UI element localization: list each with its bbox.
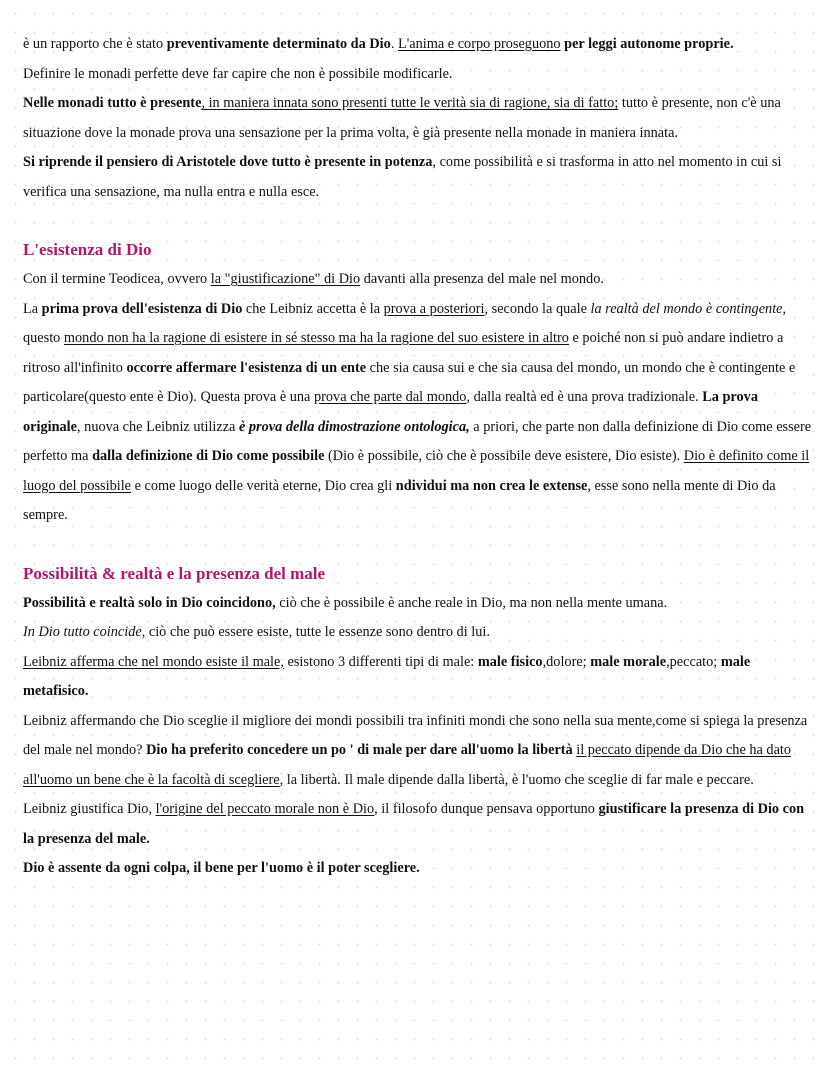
section1-paragraph-1 [23, 265, 813, 295]
text-run: esistono 3 differenti tipi di male: [283, 653, 478, 670]
bold-run: male morale [590, 653, 667, 670]
underlined-run: L'anima e corpo proseguono [397, 36, 561, 52]
section-spacer [23, 531, 813, 559]
text-run: Leibniz giustifica Dio, [23, 801, 156, 817]
text-run: , la libertà. Il male dipende dalla libertà, è l'uomo che sceglie di far male e peccare. [279, 771, 754, 788]
section2-paragraph-5 [23, 795, 813, 854]
section2-paragraph-1 [23, 589, 813, 619]
text-run: Con il termine Teodicea, ovvero [23, 271, 211, 287]
text-run: e come luogo delle verità eterne, Dio crea gli [131, 477, 396, 494]
underlined-run: Dio è definito come il luogo del possibile [23, 448, 810, 494]
text-run: , ciò che può essere esiste, tutte le essenze sono dentro di lui. [141, 624, 490, 640]
bold-run: Dio è assente da ogni colpa, il bene per l'uomo è il poter scegliere. [23, 860, 420, 876]
section1-paragraph-2 [23, 295, 813, 531]
bold-run: Nelle monadi tutto è presente [23, 95, 202, 111]
text-run: ,peccato; [666, 653, 721, 670]
section2-paragraph-2 [23, 618, 813, 648]
text-run: , come possibilità e si trasforma in atto nel momento in cui si verifica una sensazione, ma nulla entra e nulla esce. [23, 154, 782, 200]
section-spacer [23, 207, 813, 235]
text-run: , questo [23, 300, 787, 346]
underlined-run: Leibniz afferma che nel mondo esiste il male, [23, 653, 284, 670]
text-run: che Leibniz accetta è la [242, 300, 384, 317]
italic-run: la realtà del mondo è contingente [590, 300, 783, 317]
text-run: , secondo la quale [484, 300, 591, 317]
bold-run: preventivamente determinato da Dio [166, 36, 391, 52]
bold-run: occorre affermare l'esistenza di un ente [126, 359, 367, 376]
intro-paragraph-4 [23, 148, 813, 207]
bold-run: Dio ha preferito concedere un po ' di male per dare all'uomo la libertà [146, 742, 573, 758]
text-run: . [390, 36, 398, 52]
text-run: a priori, che parte non dalla definizione di Dio come essere perfetto ma [23, 418, 812, 464]
underlined-run: la "giustificazione" di Dio [210, 271, 361, 287]
intro-paragraph-3 [23, 89, 813, 148]
text-run: La [23, 300, 42, 317]
bold-run: male metafisico. [23, 653, 751, 699]
text-run: Leibniz affermando che Dio sceglie il migliore dei mondi possibili tra infiniti mondi che sono nella sua mente,come si spiega la presenza del male nel mondo? [23, 712, 808, 758]
text-run: , il filosofo dunque pensava opportuno [374, 801, 599, 817]
bold-run: La prova originale [23, 389, 758, 435]
text-run: , dalla realtà ed è una prova tradizionale. [466, 389, 703, 405]
text-run: davanti alla presenza del male nel mondo. [360, 271, 604, 287]
bold-run: Possibilità e realtà solo in Dio coincidono, [23, 594, 276, 611]
bold-run: prima prova dell'esistenza di Dio [41, 300, 243, 317]
text-run: ,dolore; [542, 653, 591, 670]
bold-run: Si riprende il pensiero di Aristotele dove tutto è presente in potenza [23, 154, 433, 170]
underlined-run: l'origine del peccato morale non è Dio [155, 801, 375, 817]
text-run: che sia causa sui e che sia causa del mondo, un mondo che è contingente e particolare(questo ente è Dio). Questa prova è una [23, 359, 796, 405]
text-run: ciò che è possibile è anche reale in Dio, ma non nella mente umana. [275, 594, 668, 611]
intro-paragraph-1 [23, 30, 813, 60]
underlined-run: , in maniera innata sono presenti tutte le verità sia di ragione, sia di fatto; [201, 95, 619, 111]
section-heading-esistenza: L'esistenza di Dio [23, 240, 152, 259]
underlined-run: prova che parte dal mondo [313, 389, 467, 405]
underlined-run: prova a posteriori [383, 300, 485, 317]
italic-run: In Dio tutto coincide [23, 624, 142, 640]
bold-run: male fisico [477, 653, 543, 670]
notes-page [23, 30, 813, 884]
bold-italic-run: è prova della dimostrazione ontologica, [238, 418, 470, 435]
bold-run: dalla definizione di Dio come possibile [92, 448, 325, 464]
section2-paragraph-4 [23, 707, 813, 796]
text-run: tutto è presente, non c'è una situazione dove la monade prova una sensazione per la prima volta, è già presente nella monade in maniera innata. [23, 95, 781, 141]
text-run: , esse sono nella mente di Dio da sempre. [23, 477, 776, 523]
underlined-run: mondo non ha la ragione di esistere in sé stesso ma ha la ragione del suo esistere in altro [63, 330, 569, 346]
bold-run: per leggi autonome proprie. [564, 36, 734, 52]
underlined-run: il peccato dipende da Dio che ha dato all'uomo un bene che è la facoltà di scegliere [23, 742, 792, 788]
text-run: è un rapporto che è stato [23, 36, 167, 52]
text-run: , nuova che Leibniz utilizza [77, 418, 239, 435]
bold-run: giustificare la presenza di Dio con la presenza del male. [23, 801, 805, 847]
text-run: e poiché non si può andare indietro a ritroso all'infinito [23, 330, 784, 376]
intro-paragraph-2: Definire le monadi perfette deve far capire che non è possibile modificarle. [23, 65, 453, 82]
text-run: (Dio è possibile, ciò che è possibile deve esistere, Dio esiste). [324, 448, 684, 464]
section2-paragraph-3 [23, 648, 813, 707]
section2-paragraph-6 [23, 854, 813, 884]
bold-run: ndividui ma non crea le extense [395, 477, 588, 494]
section-heading-possibilita: Possibilità & realtà e la presenza del male [23, 563, 326, 583]
